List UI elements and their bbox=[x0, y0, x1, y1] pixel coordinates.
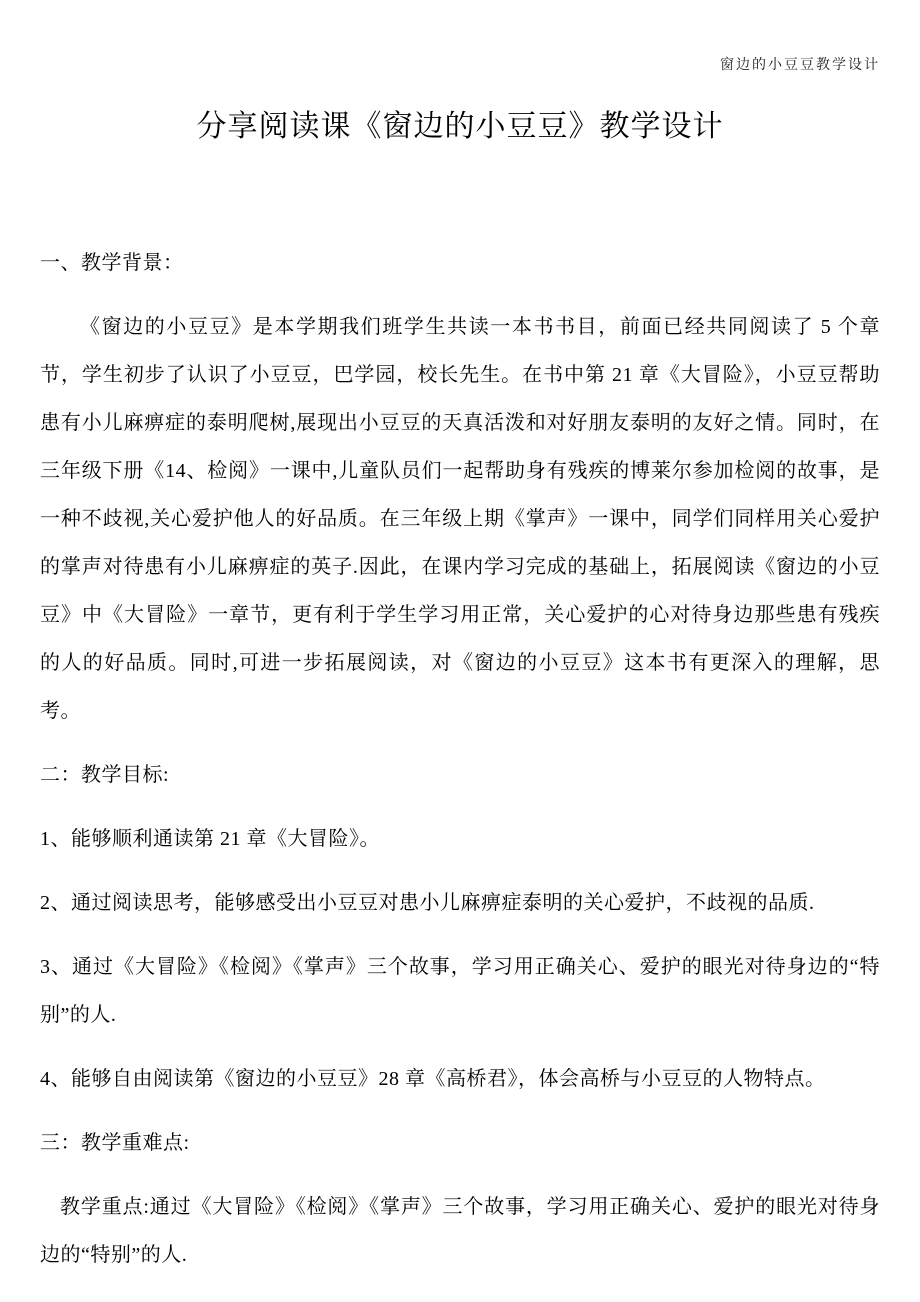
goal-item-4: 4、能够自由阅读第《窗边的小豆豆》28 章《高桥君》，体会高桥与小豆豆的人物特点。 bbox=[40, 1068, 826, 1090]
section-heading-key-points: 三：教学重难点: bbox=[40, 1132, 190, 1154]
background-paragraph: 《窗边的小豆豆》是本学期我们班学生共读一本书书目，前面已经共同阅读了 5 个章节，学生初步了认识了小豆豆，巴学园，校长先生。在书中第 21 章《大冒险》，小豆豆帮助患有小儿麻痹症的泰明爬树,展现出小豆豆的天真活泼和对好朋友泰明的友好之情。同时，在三年级下册《14、检阅》一课中,儿童队员们一起帮助身有残疾的博莱尔参加检阅的故事，是一种不歧视,关心爱护他人的好品质。在三年级上期《掌声》一课中，同学们同样用关心爱护的掌声对待患有小儿麻痹症的英子.因此，在课内学习完成的基础上，拓展阅读《窗边的小豆豆》中《大冒险》一章节，更有利于学生学习用正常，关心爱护的心对待身边那些患有残疾的人的好品质。同时,可进一步拓展阅读，对《窗边的小豆豆》这本书有更深入的理解，思考。 bbox=[40, 316, 880, 722]
page-header-text: 窗边的小豆豆教学设计 bbox=[720, 58, 880, 73]
key-points-paragraph: 教学重点:通过《大冒险》《检阅》《掌声》三个故事，学习用正确关心、爱护的眼光对待身边的“特别”的人. bbox=[40, 1196, 880, 1266]
section-heading-background: 一、教学背景： bbox=[40, 252, 184, 274]
goal-item-2: 2、通过阅读思考，能够感受出小豆豆对患小儿麻痹症泰明的关心爱护，不歧视的品质. bbox=[40, 892, 815, 914]
section-heading-goals: 二：教学目标: bbox=[40, 764, 170, 786]
goal-item-3: 3、通过《大冒险》《检阅》《掌声》三个故事，学习用正确关心、爱护的眼光对待身边的“特别”的人. bbox=[40, 956, 880, 1026]
document-title: 分享阅读课《窗边的小豆豆》教学设计 bbox=[196, 110, 724, 143]
goal-item-1: 1、能够顺利通读第 21 章《大冒险》。 bbox=[40, 828, 380, 850]
